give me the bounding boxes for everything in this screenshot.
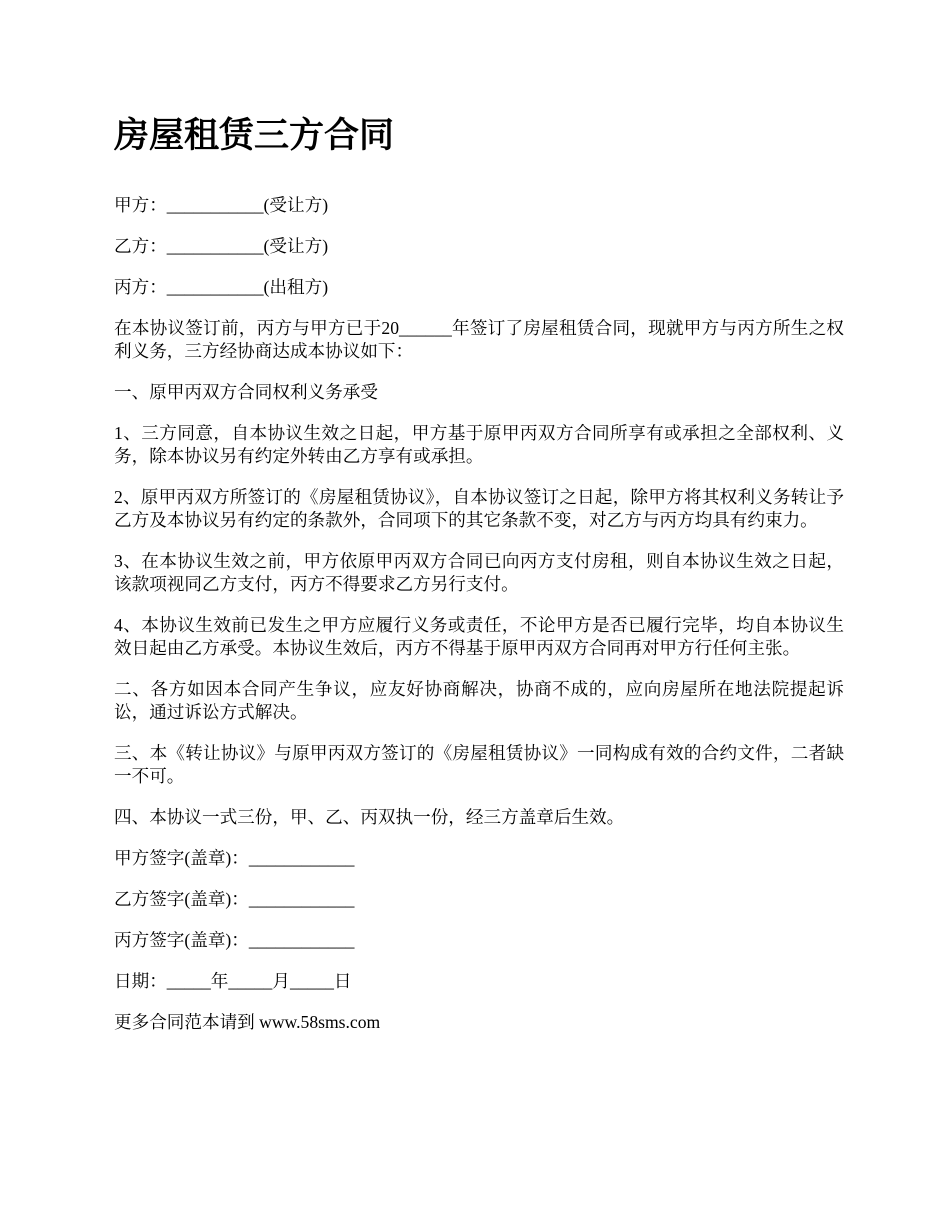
clause-1: 1、三方同意，自本协议生效之日起，甲方基于原甲丙双方合同所享有或承担之全部权利、义务，除本协议另有约定外转由乙方享有或承担。 [114,423,844,466]
clause-4: 4、本协议生效前已发生之甲方应履行义务或责任，不论甲方是否已履行完毕，均自本协议生效日起由乙方承受。本协议生效后，丙方不得基于原甲丙双方合同再对甲方行任何主张。 [114,615,844,658]
section-2: 二、各方如因本合同产生争议，应友好协商解决，协商不成的，应向房屋所在地法院提起诉讼，通过诉讼方式解决。 [114,679,844,722]
clause-2: 2、原甲丙双方所签订的《房屋租赁协议》，自本协议签订之日起，除甲方将其权利义务转让予乙方及本协议另有约定的条款外，合同项下的其它条款不变，对乙方与丙方均具有约束力。 [114,487,844,530]
signature-party-a: 甲方签字(盖章)：____________ [114,848,355,868]
section-1-heading: 一、原甲丙双方合同权利义务承受 [114,382,378,402]
intro-paragraph: 在本协议签订前，丙方与甲方已于20______年签订了房屋租赁合同，现就甲方与丙方所生之权利义务，三方经协商达成本协议如下： [114,318,844,361]
footer-link-text: 更多合同范本请到 www.58sms.com [114,1012,381,1032]
date-line: 日期：_____年_____月_____日 [114,971,352,991]
document-page [114,108,844,1052]
clause-3: 3、在本协议生效之前，甲方依原甲丙双方合同已向丙方支付房租，则自本协议生效之日起，该款项视同乙方支付，丙方不得要求乙方另行支付。 [114,551,844,594]
signature-party-c: 丙方签字(盖章)：____________ [114,930,355,950]
party-c-line: 丙方：___________(出租方) [114,277,329,297]
document-title: 房屋租赁三方合同 [114,115,395,156]
party-b-line: 乙方：___________(受让方) [114,236,329,256]
section-3: 三、本《转让协议》与原甲丙双方签订的《房屋租赁协议》一同构成有效的合约文件，二者缺一不可。 [114,743,844,786]
party-a-line: 甲方：___________(受让方) [114,195,329,215]
signature-party-b: 乙方签字(盖章)：____________ [114,889,355,909]
section-4: 四、本协议一式三份，甲、乙、丙双执一份，经三方盖章后生效。 [114,807,625,827]
